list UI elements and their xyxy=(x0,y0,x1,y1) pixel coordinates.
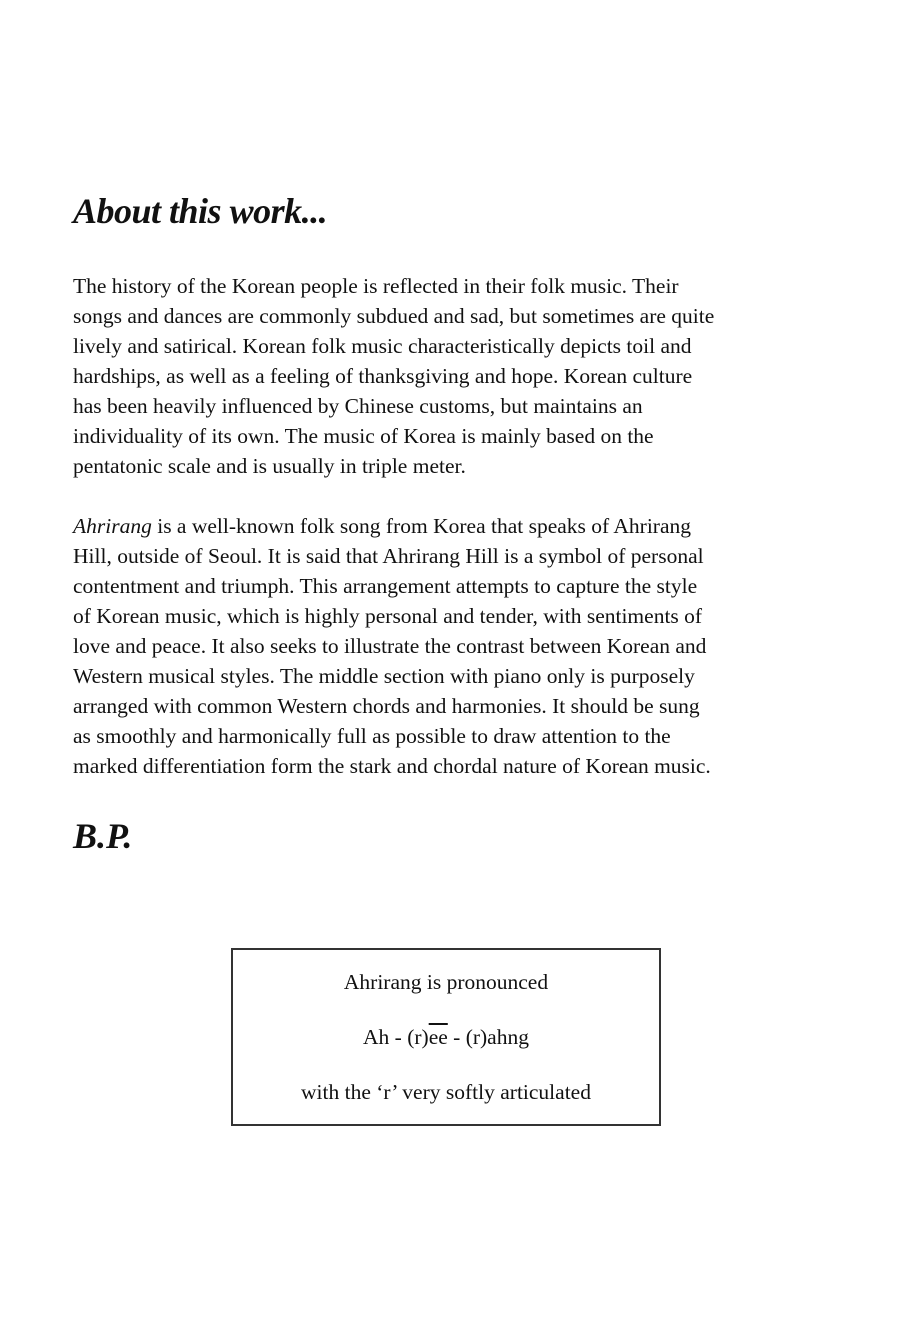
text-line: pentatonic scale and is usually in triple meter. xyxy=(73,454,466,478)
text-line: love and peace. It also seeks to illustrate the contrast between Korean and xyxy=(73,634,707,658)
pronunciation-box xyxy=(231,948,661,1126)
text-line: hardships, as well as a feeling of thanksgiving and hope. Korean culture xyxy=(73,364,693,388)
pronunciation-note: with the ‘r’ very softly articulated xyxy=(301,1080,591,1104)
text-line: lively and satirical. Korean folk music characteristically depicts toil and xyxy=(73,334,692,358)
text-line: has been heavily influenced by Chinese customs, but maintains an xyxy=(73,394,643,418)
text-line: The history of the Korean people is reflected in their folk music. Their xyxy=(73,274,679,298)
text-line: contentment and triumph. This arrangement attempts to capture the style xyxy=(73,574,698,598)
paragraph-ahrirang xyxy=(73,511,833,781)
text-fragment: is a well-known folk song from Korea that speaks of Ahrirang xyxy=(151,514,692,538)
text-line: individuality of its own. The music of Korea is mainly based on the xyxy=(73,424,654,448)
text-line: of Korean music, which is highly personal and tender, with sentiments of xyxy=(73,604,703,628)
pron-fragment: Ah - (r) xyxy=(363,1025,429,1049)
text-line: marked differentiation form the stark and chordal nature of Korean music. xyxy=(73,754,711,778)
text-line-first xyxy=(73,511,833,541)
page-title: About this work... xyxy=(73,191,328,231)
author-signature: B.P. xyxy=(73,816,133,856)
pronunciation-heading: Ahrirang is pronounced xyxy=(343,970,549,994)
text-line: songs and dances are commonly subdued and sad, but sometimes are quite xyxy=(73,304,715,328)
pronunciation-guide xyxy=(233,1025,659,1050)
text-line: as smoothly and harmonically full as possible to draw attention to the xyxy=(73,724,671,748)
pron-long-vowel: $\overline{ee}$ xyxy=(428,1025,448,1049)
song-title-italic: Ahrirang xyxy=(73,514,152,538)
text-line: arranged with common Western chords and harmonies. It should be sung xyxy=(73,694,700,718)
pron-fragment: - (r)ahng xyxy=(447,1025,529,1049)
text-line: Western musical styles. The middle section with piano only is purposely xyxy=(73,664,695,688)
paragraph-history xyxy=(73,271,833,481)
text-line: Hill, outside of Seoul. It is said that Ahrirang Hill is a symbol of personal xyxy=(73,544,704,568)
